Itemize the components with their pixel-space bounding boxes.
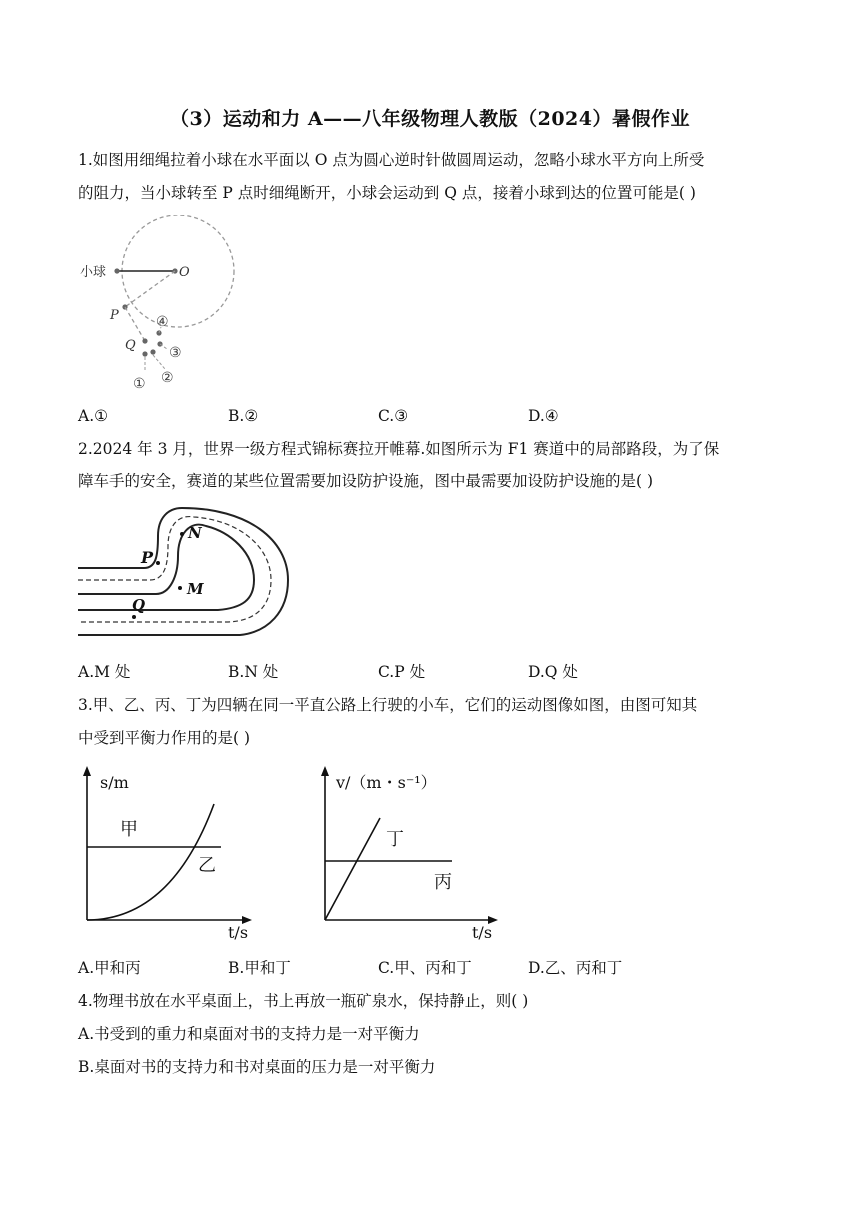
q2-option-a: A.M 处 [78,663,131,681]
q2-option-c: C.P 处 [378,663,426,681]
pos4-label: ④ [156,314,169,330]
n-dot [180,532,184,536]
path-pq [125,307,145,341]
p-label: P [141,548,154,567]
q1-option-c: C.③ [378,407,409,425]
pos1-dot [142,351,147,356]
q3-text-line1: 3.甲、乙、丙、丁为四辆在同一平直公路上行驶的小车，它们的运动图像如图，由图可知其 [78,696,698,714]
q3-options [78,958,678,978]
q1-text-line2: 的阻力，当小球转至 P 点时细绳断开，小球会运动到 Q 点，接着小球到达的位置可能是( ) [78,184,696,202]
series-yi-line [87,804,214,920]
q-dot [142,338,147,343]
p-dot [156,561,160,565]
n-label: N [188,524,202,542]
series-ding-label: 丁 [386,829,404,850]
m-dot [178,586,182,590]
q1-option-a: A.① [78,407,109,425]
series-jia-label: 甲 [120,819,138,840]
q-label: Q [125,338,136,353]
q3-option-c: C.甲、丙和丁 [378,959,472,977]
pos2-label: ② [161,370,174,386]
pos2-dot [150,349,155,354]
m-label: M [187,580,204,598]
q1-option-d: D.④ [528,407,559,425]
track-centerline [78,517,271,622]
y-axis-arrow [321,766,329,776]
radius-op [125,271,175,307]
q2-track-figure [78,500,308,660]
q-dot [132,615,136,619]
ball-label: 小球 [80,265,107,280]
q4-option-a: A.书受到的重力和桌面对书的支持力是一对平衡力 [78,1025,420,1043]
q4-option-b: B.桌面对书的支持力和书对桌面的压力是一对平衡力 [78,1058,436,1076]
page-title: （3）运动和力 A——八年级物理人教版（2024）暑假作业 [170,108,690,130]
ball-dot [114,268,119,273]
y-axis-label: s/m [100,773,129,792]
x-axis-label: t/s [472,923,493,942]
y-axis-arrow [83,766,91,776]
q2-options [78,662,678,682]
q3-st-chart [76,762,276,942]
q3-text-line2: 中受到平衡力作用的是( ) [78,729,251,747]
q1-options [78,406,678,426]
q-label: Q [132,596,146,614]
p-label: P [110,308,119,323]
q2-option-d: D.Q 处 [528,663,578,681]
o-label: O [179,265,190,280]
series-bing-label: 丙 [434,872,452,893]
q3-option-b: B.甲和丁 [228,959,291,977]
q2-text-line1: 2.2024 年 3 月，世界一级方程式锦标赛拉开帷幕.如图所示为 F1 赛道中的局部路段，为了保 [78,440,720,458]
y-axis-label: v/（m・s⁻¹） [336,773,437,792]
pos3-label: ③ [169,345,182,361]
pos1-label: ① [133,376,146,390]
q1-figure [75,215,275,390]
q2-text-line2: 障车手的安全，赛道的某些位置需要加设防护设施，图中最需要加设防护设施的是( ) [78,472,654,490]
series-ding-line [325,818,380,920]
q3-option-a: A.甲和丙 [78,959,141,977]
q4-text-line1: 4.物理书放在水平桌面上，书上再放一瓶矿泉水，保持静止，则( ) [78,992,529,1010]
series-yi-label: 乙 [198,855,216,876]
q1-option-b: B.② [228,407,259,425]
q3-vt-chart [312,762,512,942]
q3-option-d: D.乙、丙和丁 [528,959,623,977]
q2-option-b: B.N 处 [228,663,279,681]
x-axis-label: t/s [228,923,249,942]
q1-text-line1: 1.如图用细绳拉着小球在水平面以 O 点为圆心逆时针做圆周运动，忽略小球水平方向上所受 [78,151,705,169]
track-outer-edge [78,508,288,635]
